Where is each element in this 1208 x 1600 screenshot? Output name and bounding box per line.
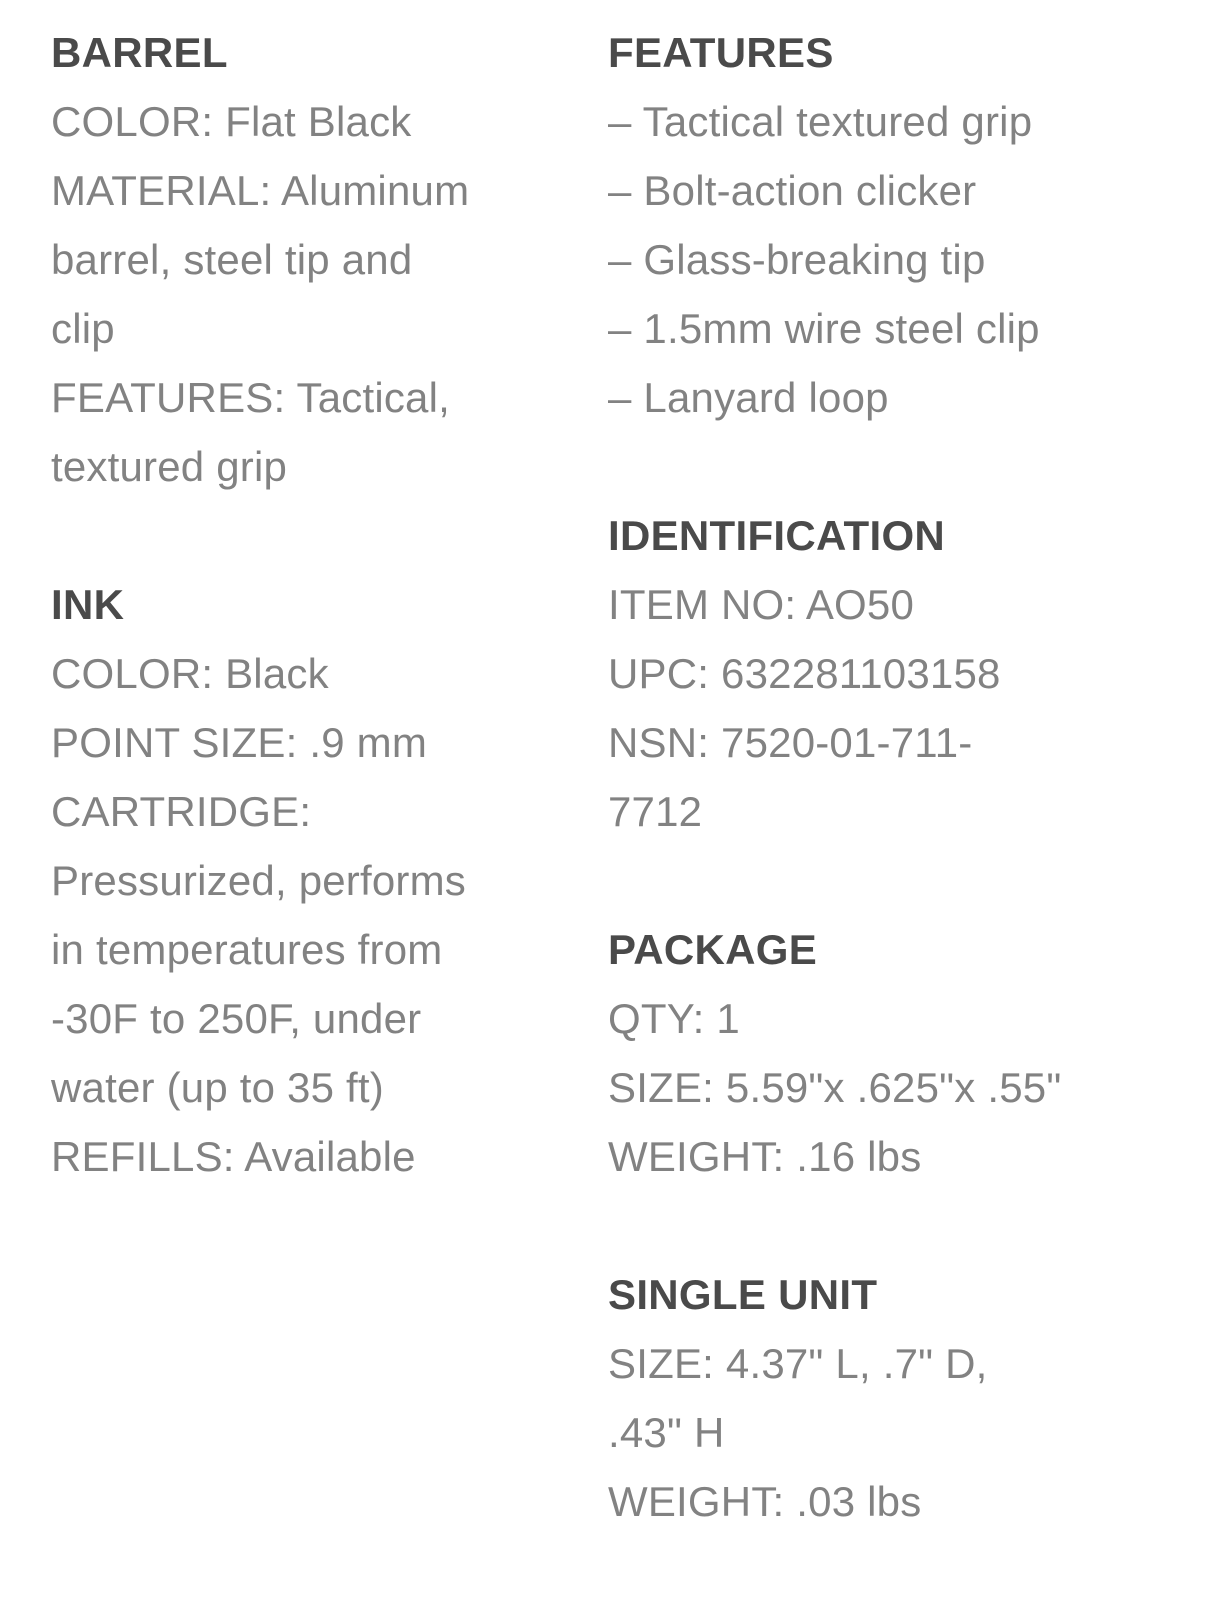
feature-item: – Tactical textured grip (608, 98, 1033, 145)
feature-item: – Glass-breaking tip (608, 236, 986, 283)
ink-cartridge-cont: -30F to 250F, under (51, 995, 422, 1042)
nsn-code-cont: 7712 (608, 788, 703, 835)
package-section (608, 915, 1168, 1191)
barrel-heading: BARREL (51, 29, 228, 76)
upc-code: UPC: 632281103158 (608, 650, 1001, 697)
unit-size: SIZE: 4.37" L, .7" D, (608, 1340, 988, 1387)
ink-point-size: POINT SIZE: .9 mm (51, 719, 428, 766)
nsn-code: NSN: 7520-01-711- (608, 719, 973, 766)
feature-item: – Bolt-action clicker (608, 167, 977, 214)
barrel-material: MATERIAL: Aluminum (51, 167, 470, 214)
barrel-section (51, 18, 521, 501)
identification-heading: IDENTIFICATION (608, 512, 946, 559)
ink-heading: INK (51, 581, 125, 628)
ink-section (51, 570, 521, 1191)
ink-cartridge-cont: water (up to 35 ft) (51, 1064, 384, 1111)
single-unit-section (608, 1260, 1168, 1536)
right-column (608, 18, 1168, 1536)
barrel-material-cont: barrel, steel tip and (51, 236, 413, 283)
features-section (608, 18, 1168, 432)
package-size: SIZE: 5.59"x .625"x .55" (608, 1064, 1062, 1111)
single-unit-heading: SINGLE UNIT (608, 1271, 878, 1318)
ink-refills: REFILLS: Available (51, 1133, 416, 1180)
identification-section (608, 501, 1168, 846)
barrel-features-cont: textured grip (51, 443, 288, 490)
unit-size-cont: .43" H (608, 1409, 725, 1456)
barrel-color: COLOR: Flat Black (51, 98, 412, 145)
feature-item: – Lanyard loop (608, 374, 889, 421)
features-heading: FEATURES (608, 29, 834, 76)
package-weight: WEIGHT: .16 lbs (608, 1133, 922, 1180)
package-heading: PACKAGE (608, 926, 818, 973)
ink-cartridge-cont: in temperatures from (51, 926, 443, 973)
barrel-features: FEATURES: Tactical, (51, 374, 451, 421)
feature-item: – 1.5mm wire steel clip (608, 305, 1040, 352)
ink-cartridge: CARTRIDGE: (51, 788, 312, 835)
ink-color: COLOR: Black (51, 650, 329, 697)
item-number: ITEM NO: AO50 (608, 581, 915, 628)
package-qty: QTY: 1 (608, 995, 740, 1042)
unit-weight: WEIGHT: .03 lbs (608, 1478, 922, 1525)
barrel-material-cont: clip (51, 305, 115, 352)
ink-cartridge-cont: Pressurized, performs (51, 857, 466, 904)
left-column (51, 18, 521, 1191)
